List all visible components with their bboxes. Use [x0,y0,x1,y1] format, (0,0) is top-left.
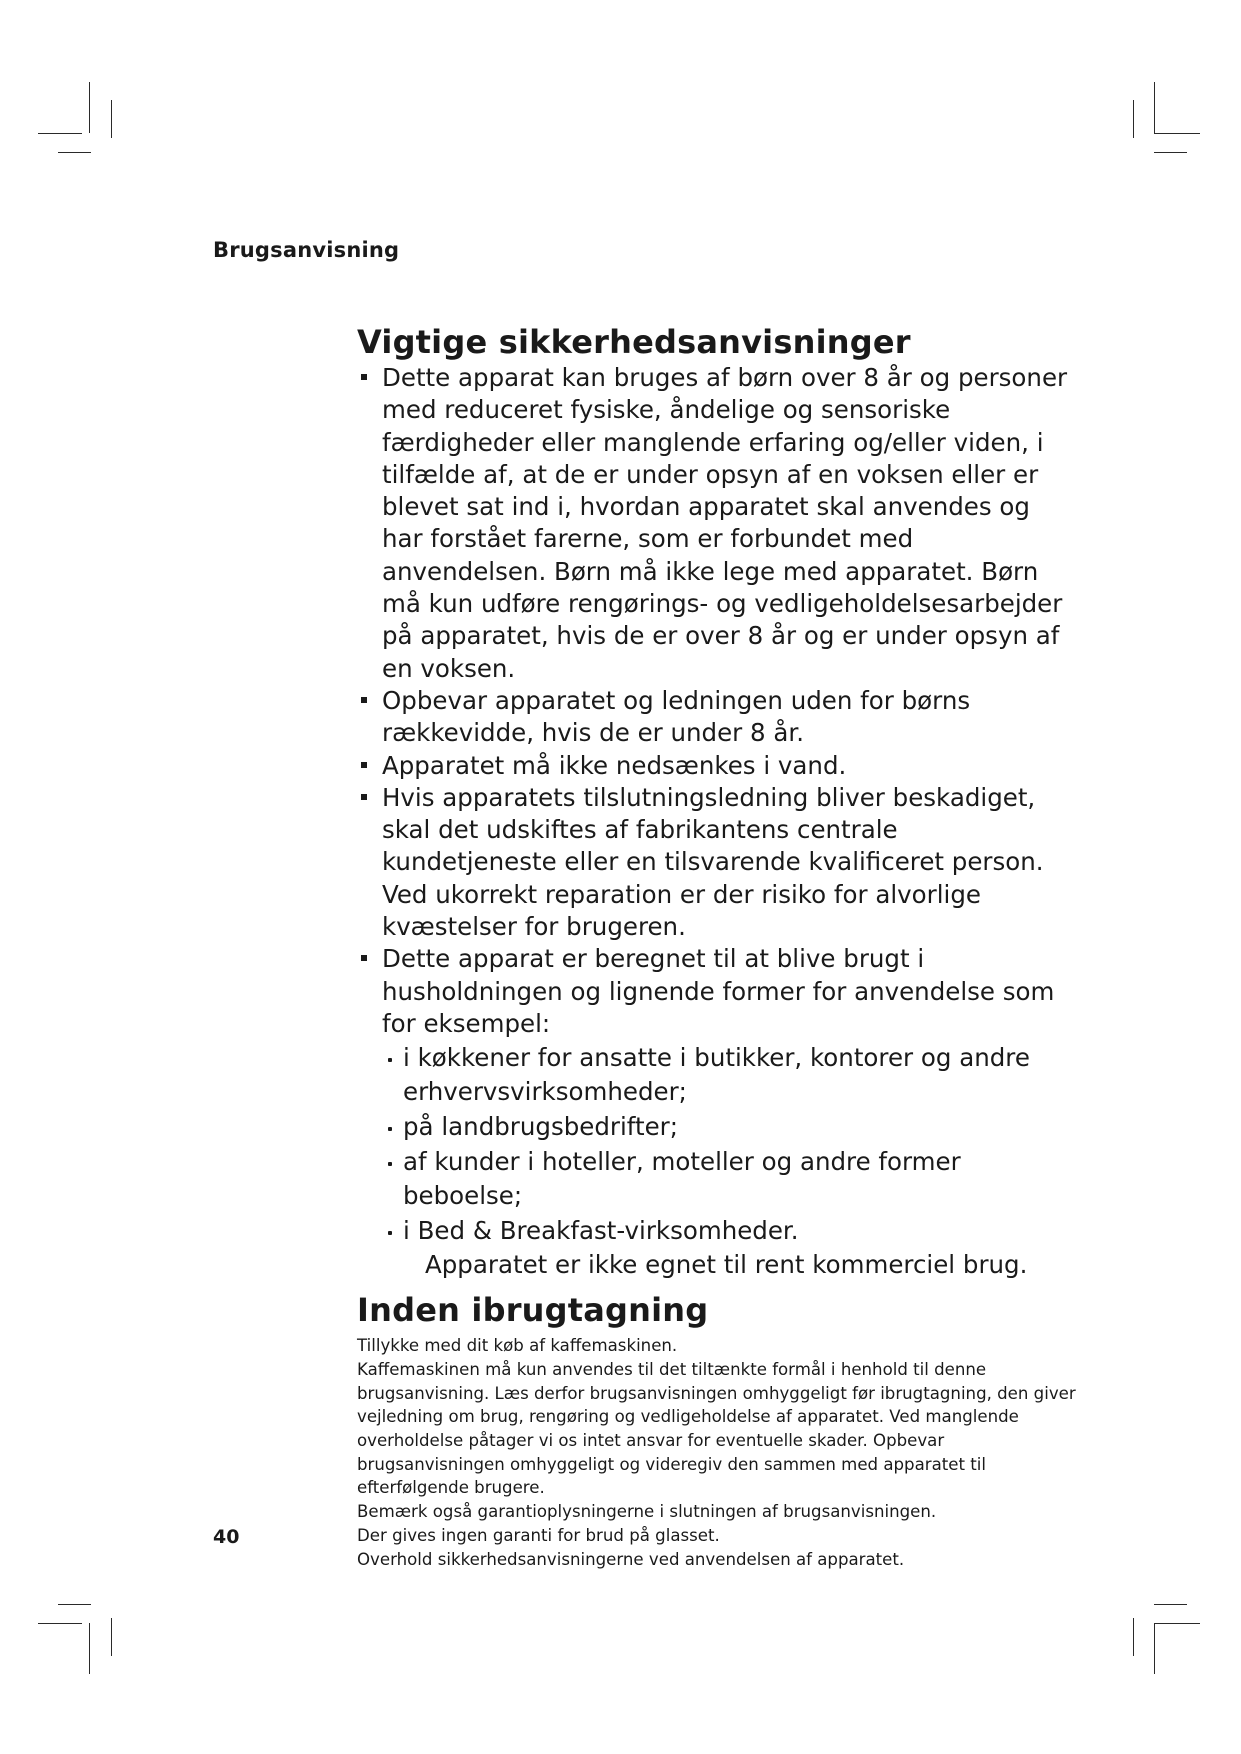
sub-list-item [401,1145,1077,1213]
bullet-text: Apparatet må ikke nedsænkes i vand. [382,750,847,780]
list-item [379,685,1077,750]
bullet-text: Hvis apparatets tilslutningsledning bliver beskadiget, skal det udskiftes af fabrikantens centrale kundetjeneste eller en tilsvarende kvalificeret person. Ved ukorrekt reparation er der risiko for alvorlige kvæstelser for brugeren. [382,782,1044,942]
crop-mark [111,100,112,138]
bullet-text: Dette apparat er beregnet til at blive brugt i husholdningen og lignende former for anvendelse som for eksempel: [382,944,1055,1038]
safety-title: Vigtige sikkerhedsanvisninger [357,323,911,361]
crop-mark [58,152,91,153]
crop-mark [58,1604,91,1605]
page-content [357,322,1077,1571]
page-number: 40 [213,1526,240,1548]
paragraph: Kaffemaskinen må kun anvendes til det tiltænkte formål i henhold til denne brugsanvisning. Læs derfor brugsanvisningen omhyggeligt før ibrugtagning, den giver vejledning om brug, rengøring og vedligeholdelse af apparatet. Ved manglende overholdelse påtager vi os intet ansvar for eventuelle skader. Opbevar brugsanvisningen omhyggeligt og videregiv den sammen med apparatet til efterfølgende brugere. [357,1359,1076,1498]
safety-bullet-list [357,362,1077,1040]
sub-item-text: i køkkener for ansatte i butikker, kontorer og andre erhvervsvirksomheder; [403,1043,1030,1107]
sub-item-text: i Bed & Breakfast-virksomheder. [403,1216,799,1246]
crop-mark [1154,82,1155,133]
before-use-text [357,1334,1077,1571]
sub-item-text: på landbrugsbedrifter; [403,1112,678,1142]
crop-mark [1133,100,1134,138]
bullet-text: Dette apparat kan bruges af børn over 8 år og personer med reduceret fysiske, åndelige og sensoriske færdigheder eller manglende erfaring og/eller viden, i tilfælde af, at de er under opsyn af en voksen eller er blevet sat ind i, hvordan apparatet skal anvendes og har forstået farerne, som er forbundet med anvendelsen. Børn må ikke lege med apparatet. Børn må kun udføre rengørings- og vedligeholdelsesarbejder på apparatet, hvis de er over 8 år og er under opsyn af en voksen. [382,363,1068,683]
commercial-use-note: Apparatet er ikke egnet til rent kommerciel brug. [425,1250,1028,1280]
bullet-square-icon [361,374,367,380]
bullet-square-icon [361,794,367,800]
bullet-dot-icon [388,1162,392,1166]
paragraph: Tillykke med dit køb af kaffemaskinen. [357,1336,678,1356]
before-use-title: Inden ibrugtagning [357,1291,709,1330]
list-item [379,750,1077,782]
crop-mark [1154,152,1187,153]
crop-mark [89,1623,90,1674]
crop-mark [89,82,90,133]
bullet-dot-icon [388,1058,392,1062]
crop-mark [1154,1604,1187,1605]
sub-list-item [401,1110,1077,1144]
list-item [379,943,1077,1040]
crop-mark [38,1623,82,1624]
crop-mark [111,1618,112,1656]
paragraph: Overhold sikkerhedsanvisningerne ved anvendelsen af apparatet. [357,1549,905,1569]
crop-mark [38,133,82,134]
bullet-square-icon [361,762,367,768]
crop-mark [1154,1623,1155,1674]
paragraph: Der gives ingen garanti for brud på glasset. [357,1525,720,1545]
bullet-square-icon [361,697,367,703]
list-item [379,782,1077,943]
crop-mark [1154,1623,1200,1624]
paragraph: Bemærk også garantioplysningerne i slutningen af brugsanvisningen. [357,1502,937,1522]
sub-item-text: af kunder i hoteller, moteller og andre former beboelse; [403,1147,961,1211]
bullet-text: Opbevar apparatet og ledningen uden for børns rækkevidde, hvis de er under 8 år. [382,685,971,748]
bullet-dot-icon [388,1231,392,1235]
usage-sublist [357,1041,1077,1248]
bullet-dot-icon [388,1127,392,1131]
running-head: Brugsanvisning [213,238,400,262]
sub-list-item [401,1041,1077,1109]
crop-mark [1154,133,1200,134]
list-item [379,362,1077,685]
sub-list-item [401,1214,1077,1248]
crop-mark [1133,1618,1134,1656]
bullet-square-icon [361,955,367,961]
